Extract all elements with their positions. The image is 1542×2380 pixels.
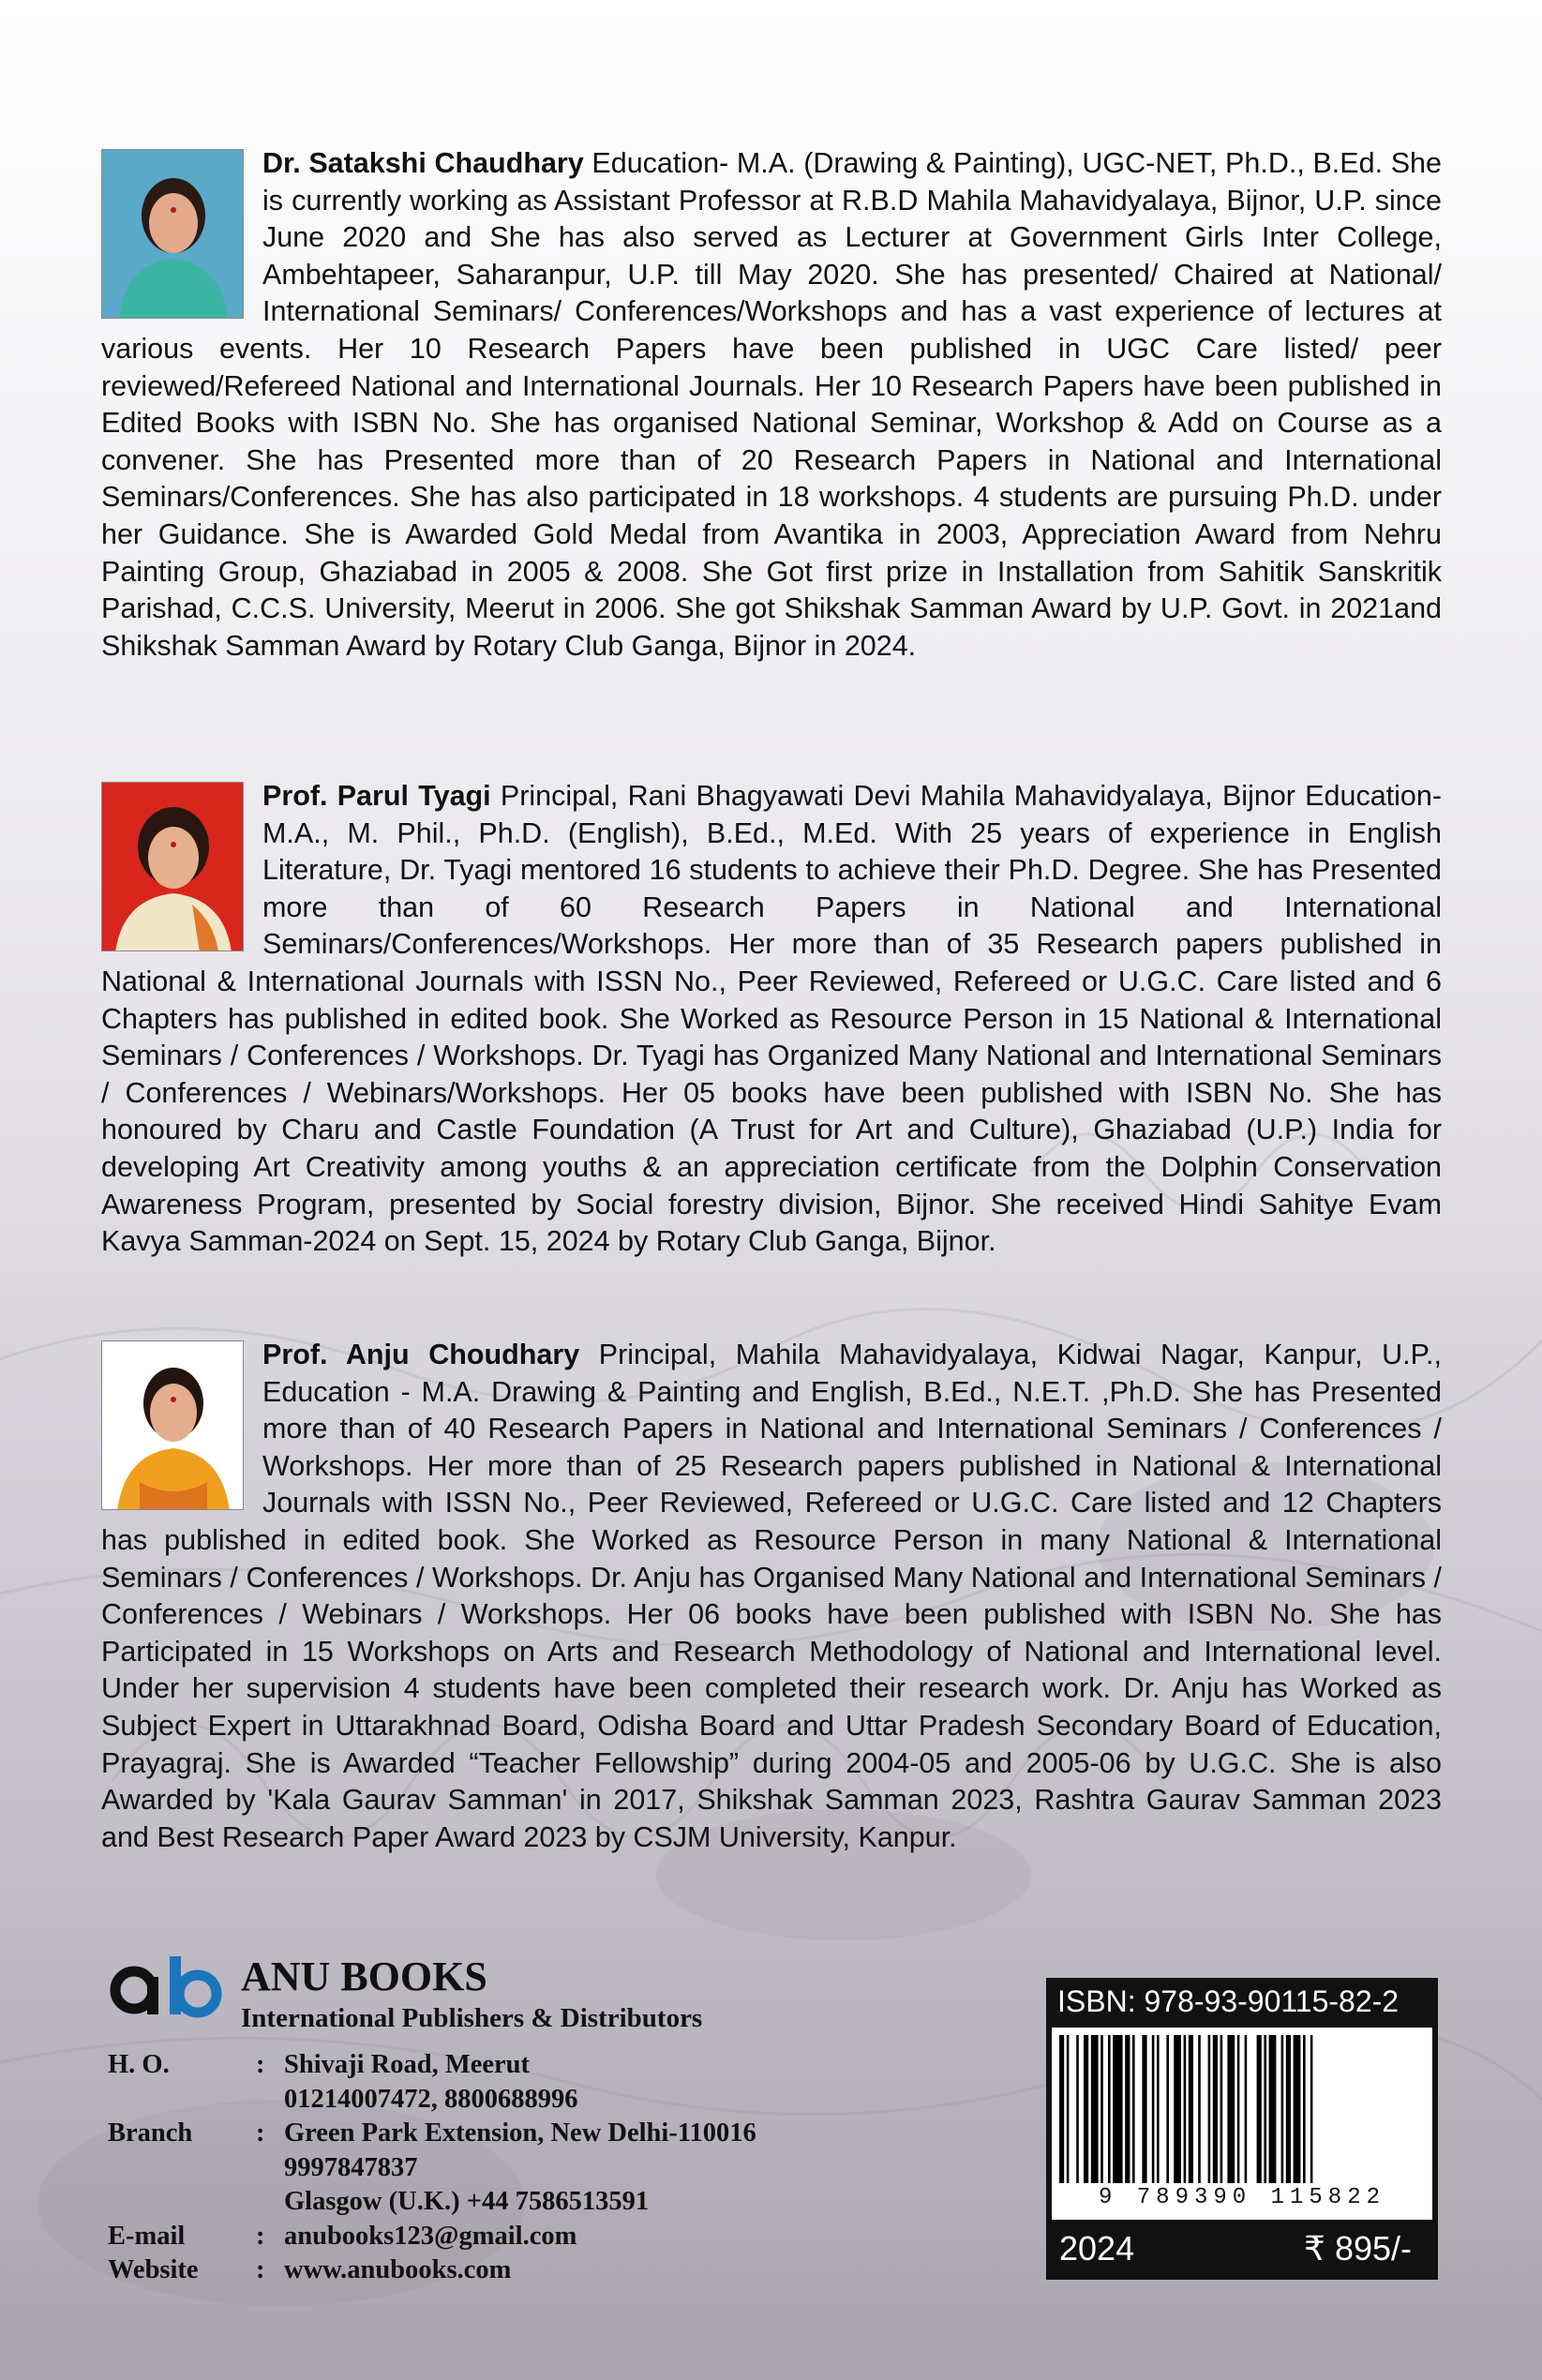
barcode-bar	[1166, 2035, 1169, 2183]
contact-website[interactable]: www.anubooks.com	[284, 2255, 512, 2284]
barcode-bar	[1198, 2035, 1201, 2183]
barcode-bar	[1100, 2035, 1103, 2183]
contact-label: H. O.	[108, 2050, 170, 2079]
contact-value: 01214007472, 8800688996	[284, 2084, 578, 2114]
contact-row	[108, 2151, 756, 2186]
author-name: Prof. Anju Choudhary	[262, 1339, 580, 1370]
contact-value: Glasgow (U.K.) +44 7586513591	[284, 2187, 650, 2216]
contact-colon: :	[256, 2118, 265, 2148]
barcode-bar	[1264, 2035, 1266, 2183]
barcode-bar	[1059, 2035, 1064, 2183]
contact-label: Website	[108, 2255, 199, 2284]
contact-colon: :	[256, 2050, 265, 2079]
contact-row	[108, 2048, 756, 2083]
barcode-bar	[1303, 2035, 1306, 2183]
barcode-bar	[1269, 2035, 1277, 2183]
barcode-bar	[1184, 2035, 1187, 2183]
barcode-bar	[1157, 2035, 1160, 2183]
barcode-bar	[1174, 2035, 1181, 2183]
author-description: Principal, Rani Bhagyawati Devi Mahila Mahavidyalaya, Bijnor Education- M.A., M. Phil., Ph.D. (English), B.Ed., M.Ed. With 25 years of experience in English Literature, Dr. Tyagi mentored 16 students to achieve their Ph.D. Degree. She has Presented more than of 60 Research Papers in National and International Seminars/Conferences/Workshops. Her more than of 35 Research papers published in National & International Journals with ISSN No., Peer Reviewed, Refereed or U.G.C. Care listed and 6 Chapters has published in edited book. She Worked as Resource Person in 15 National & International Seminars / Conferences / Workshops. Dr. Tyagi has Organized Many National and International Seminars / Conferences / Webinars/Workshops. Her 05 books have been published with ISBN No. She has honoured by Charu and Castle Foundation (A Trust for Art and Culture), Ghaziabad (U.P.) India for developing Art Creativity among youths & an appreciation certificate from the Dolphin Conservation Awareness Program, presented by Social forestry division, Bijnor. She received Hindi Sahitye Evam Kavya Samman-2024 on Sept. 15, 2024 by Rotary Club Ganga, Bijnor.	[101, 780, 1442, 1258]
barcode-bar	[1257, 2035, 1262, 2183]
publisher-contacts	[108, 2048, 756, 2288]
portrait-illustration	[102, 783, 244, 951]
contact-colon: :	[256, 2255, 265, 2284]
barcode-bar	[1142, 2035, 1146, 2183]
author-description: Principal, Mahila Mahavidyalaya, Kidwai Nagar, Kanpur, U.P., Education - M.A. Drawing & Painting and English, B.Ed., N.E.T. ,Ph.D. She has Presented more than of 40 Research Papers in National and International Seminars / Conferences / Workshops. Her more than of 25 Research papers published in National & International Journals with ISSN No., Peer Reviewed, Refereed or U.G.C. Care listed and 12 Chapters has published in edited book. She Worked as Resource Person in many National & International Seminars / Conferences / Workshops. Dr. Anju has Organised Many National and International Seminars / Conferences / Webinars / Workshops. Her 06 books have been published with ISBN No. She has Participated in 15 Workshops on Arts and Research Methodology of National and International level. Under her supervision 4 students have been completed their research work. Dr. Anju has Worked as Subject Expert in Uttarakhnad Board, Odisha Board and Uttar Pradesh Secondary Board of Education, Prayagraj. She is Awarded “Teacher Fellowship” during 2004-05 and 2005-06 by U.G.C. She is also Awarded by 'Kala Gaurav Samman' in 2017, Shikshak Samman 2023, Rashtra Gaurav Samman 2023 and Best Research Paper Award 2023 by CSJM University, Kanpur.	[101, 1339, 1442, 1853]
barcode-digits: 9 789390 115822	[1098, 2185, 1386, 2210]
portrait-illustration	[102, 1341, 244, 1510]
author-bio-parul-tyagi	[101, 778, 1442, 1261]
contact-colon	[256, 2083, 284, 2118]
isbn-label: ISBN: 978-93-90115-82-2	[1057, 1984, 1400, 2018]
barcode-bar	[1281, 2035, 1284, 2183]
barcode-bar	[1213, 2035, 1218, 2183]
contact-colon: :	[256, 2221, 265, 2251]
contact-label: E-mail	[108, 2221, 186, 2251]
barcode-bar	[1286, 2035, 1291, 2183]
author-photo	[101, 149, 244, 319]
contact-label	[108, 2185, 256, 2220]
barcode-bar	[1227, 2035, 1235, 2183]
barcode-bar	[1084, 2035, 1088, 2183]
barcode-bar	[1237, 2035, 1240, 2183]
barcode-bar	[1310, 2035, 1313, 2183]
contact-row	[108, 2117, 756, 2151]
author-name: Dr. Satakshi Chaudhary	[262, 147, 584, 179]
contact-colon	[256, 2151, 284, 2186]
author-description: Education- M.A. (Drawing & Painting), UGC-NET, Ph.D., B.Ed. She is currently working as Assistant Professor at R.B.D Mahila Mahavidyalaya, Bijnor, U.P. since June 2020 and She has also served as Lecturer at Government Girls Inter College, Ambehtapeer, Saharanpur, U.P. till May 2020. She has presented/ Chaired at National/ International Seminars/ Conferences/Workshops and has a vast experience of lectures at various events. Her 10 Research Papers have been published in UGC Care listed/ peer reviewed/Refereed National and International Journals. Her 10 Research Papers have been published in Edited Books with ISBN No. She has organised National Seminar, Workshop & Add on Course as a convener. She has Presented more than of 20 Research Papers in National and International Seminars/Conferences. She has also participated in 18 workshops. 4 students are pursuing Ph.D. under her Guidance. She is Awarded Gold Medal from Avantika in 2003, Appreciation Award from Nehru Painting Group, Ghaziabad in 2005 & 2008. She Got first prize in Installation from Sahitik Sanskritik Parishad, C.C.S. University, Meerut in 2006. She got Shikshak Samman Award by U.P. Govt. in 2021and Shikshak Samman Award by Rotary Club Ganga, Bijnor in 2024.	[101, 147, 1442, 662]
barcode-bar	[1294, 2035, 1301, 2183]
publication-year: 2024	[1059, 2229, 1135, 2268]
barcode-bar	[1091, 2035, 1099, 2183]
barcode-bar	[1067, 2035, 1070, 2183]
barcode-bar	[1076, 2035, 1079, 2183]
contact-label	[108, 2083, 256, 2118]
barcode-bar	[1113, 2035, 1122, 2183]
portrait-illustration	[102, 150, 244, 319]
barcode-bar	[1208, 2035, 1211, 2183]
author-bio-satakshi-chaudhary	[101, 145, 1442, 665]
contact-row	[108, 2220, 756, 2254]
contact-label	[108, 2151, 256, 2186]
contact-value: Green Park Extension, New Delhi-110016	[284, 2118, 756, 2148]
contact-label: Branch	[108, 2118, 193, 2148]
author-photo	[101, 782, 244, 951]
publisher-tagline: International Publishers & Distributors	[241, 2003, 703, 2033]
barcode-bar	[1108, 2035, 1111, 2183]
barcode	[1052, 2028, 1432, 2220]
contact-colon	[256, 2185, 284, 2220]
publisher-name: ANU BOOKS	[241, 1953, 487, 1999]
contact-value: Shivaji Road, Meerut	[284, 2050, 531, 2079]
barcode-bar	[1189, 2035, 1193, 2183]
contact-row	[108, 2253, 756, 2288]
contact-row	[108, 2083, 756, 2118]
barcode-bar	[1152, 2035, 1155, 2183]
isbn-barcode-block	[1046, 1978, 1438, 2280]
barcode-bar	[1245, 2035, 1248, 2183]
barcode-icon	[1059, 2035, 1425, 2183]
contact-row	[108, 2185, 756, 2220]
author-photo	[101, 1340, 244, 1510]
anu-books-logo-icon	[108, 1954, 230, 2020]
author-name: Prof. Parul Tyagi	[262, 780, 491, 812]
barcode-bar	[1125, 2035, 1130, 2183]
contact-email[interactable]: anubooks123@gmail.com	[284, 2221, 577, 2251]
author-bio-anju-choudhary	[101, 1337, 1442, 1856]
barcode-bar	[1132, 2035, 1135, 2183]
price: ₹ 895/-	[1304, 2229, 1412, 2268]
contact-value: 9997847837	[284, 2152, 418, 2182]
barcode-bar	[1220, 2035, 1223, 2183]
